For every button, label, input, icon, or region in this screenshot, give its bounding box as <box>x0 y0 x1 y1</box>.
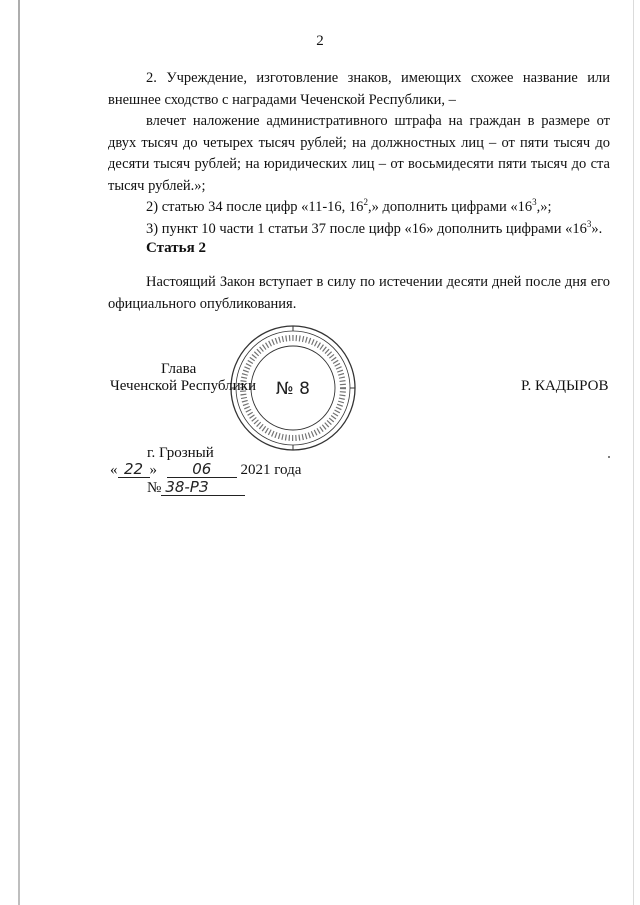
paragraph-item-3-article-37: 3) пункт 10 части 1 статьи 37 после цифр «16» дополнить цифрами «$16^3$». <box>146 218 603 237</box>
scan-speck <box>608 456 610 458</box>
city-line: г. Грозный <box>147 445 214 461</box>
article-2-paragraph: Настоящий Закон вступает в силу по истечении десяти дней после дня его официального опубликования. <box>108 274 610 312</box>
law-number-handwritten: 38-РЗ <box>161 480 245 496</box>
date-month-handwritten: 06 <box>167 462 237 478</box>
signatory-name: Р. КАДЫРОВ <box>521 378 609 394</box>
date-day-handwritten: 22 <box>118 462 150 478</box>
paragraph-item-2-offense: 2. Учреждение, изготовление знаков, имеющих схожее название или внешнее сходство с наградами Чеченской Республики, – <box>108 70 610 108</box>
paragraph-penalty: влечет наложение административного штрафа на граждан в размере от двух тысяч до четырех тысяч рублей; на должностных лиц – от пяти тысяч до десяти тысяч рублей; на юридических лиц – от восьмидесяти пяти тысяч до ста тысяч рублей.»; <box>108 113 610 194</box>
law-number-line: № 38-РЗ <box>147 480 245 497</box>
date-line: « 22 » 06 2021 года <box>110 460 302 478</box>
article-2-text <box>108 272 610 315</box>
signatory-title-line2: Чеченской Республики <box>110 378 256 394</box>
law-amendments-text <box>108 68 610 240</box>
paragraph-item-2-article-34: 2) статью 34 после цифр «11-16, $16^2$,» дополнить цифрами «$16^3$,»; <box>146 197 552 215</box>
article-2-heading: Статья 2 <box>146 240 206 256</box>
seal-number: № 8 <box>276 379 310 399</box>
scan-edge-right <box>633 0 634 905</box>
date-year: 2021 года <box>240 462 302 478</box>
scan-edge-left <box>18 0 20 905</box>
page-number: 2 <box>316 33 324 49</box>
signatory-title-line1: Глава <box>161 361 197 377</box>
